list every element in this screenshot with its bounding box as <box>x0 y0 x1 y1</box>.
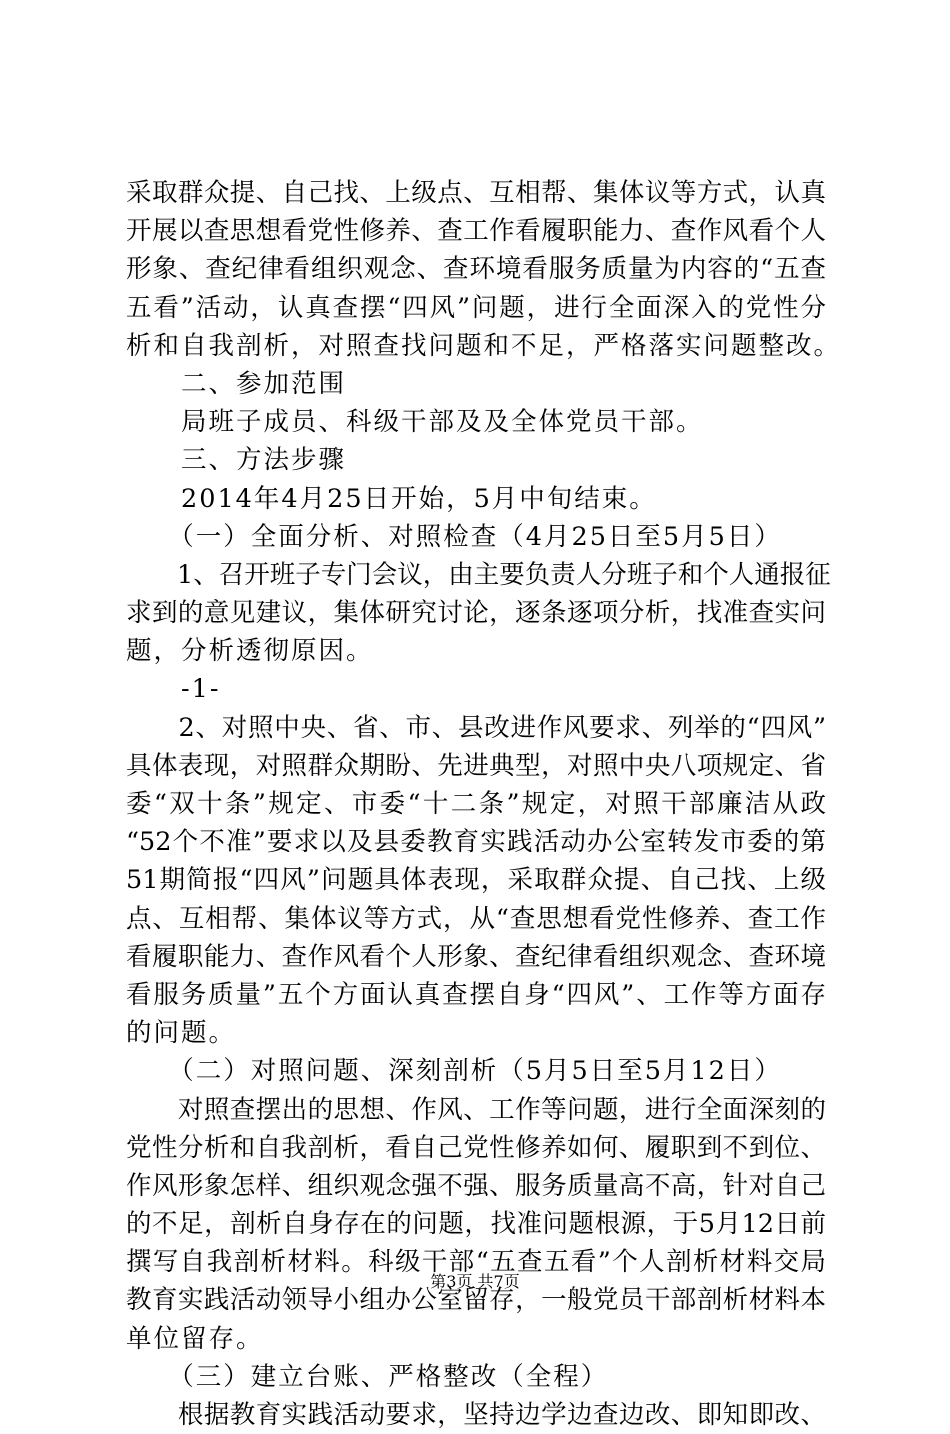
section-heading: 二、参加范围 <box>126 368 347 399</box>
text-line: 委“双十条”规定、市委“十二条”规定，对照干部廉洁从政 <box>126 789 826 819</box>
text-line: 的问题。 <box>126 1018 237 1049</box>
text-line: 根据教育实践活动要求，坚持边学边查边改、即知即改、 <box>126 1400 826 1430</box>
text-line: 开展以查思想看党性修养、查工作看履职能力、查作风看个人 <box>126 216 826 247</box>
page-footer: 第3页 共7页 <box>430 1272 520 1291</box>
text-line: 点、互相帮、集体议等方式，从“查思想看党性修养、查工作 <box>126 903 826 934</box>
page-marker: -1- <box>126 674 221 705</box>
text-line: 题，分析透彻原因。 <box>126 636 374 667</box>
text-line: 形象、查纪律看组织观念、查环境看服务质量为内容的“五查 <box>126 254 826 285</box>
text-line: 看履职能力、查作风看个人形象、查纪律看组织观念、查环境 <box>126 941 826 972</box>
text-line: 五看”活动，认真查摆“四风”问题，进行全面深入的党性分 <box>126 292 826 323</box>
subsection-heading: （二）对照问题、深刻剖析（5月5日至5月12日） <box>126 1056 782 1087</box>
text-line: 看服务质量”五个方面认真查摆自身“四风”、工作等方面存 <box>126 979 826 1010</box>
text-line: 2014年4月25日开始，5月中旬结束。 <box>126 483 657 514</box>
text-line: “52个不准”要求以及县委教育实践活动办公室转发市委的第 <box>126 827 826 858</box>
text-line: 教育实践活动领导小组办公室留存，一般党员干部剖析材料本 <box>126 1285 826 1316</box>
subsection-heading: （一）全面分析、对照检查（4月25日至5月5日） <box>126 521 782 552</box>
text-line: 作风形象怎样、组织观念强不强、服务质量高不高，针对自己 <box>126 1170 826 1201</box>
section-heading: 三、方法步骤 <box>126 445 347 476</box>
text-line: 局班子成员、科级干部及及全体党员干部。 <box>126 407 704 438</box>
subsection-heading: （三）建立台账、严格整改（全程） <box>126 1361 609 1392</box>
text-line: 的不足，剖析自身存在的问题，找准问题根源，于5月12日前 <box>126 1209 826 1240</box>
text-line: 采取群众提、自己找、上级点、互相帮、集体议等方式，认真 <box>126 178 826 208</box>
document-body <box>126 174 842 1434</box>
text-line: 对照查摆出的思想、作风、工作等问题，进行全面深刻的 <box>126 1094 826 1125</box>
text-line: 1、召开班子专门会议，由主要负责人分班子和个人通报征 <box>126 559 831 590</box>
text-line: 51期简报“四风”问题具体表现，采取群众提、自己找、上级 <box>126 865 826 896</box>
text-line: 党性分析和自我剖析，看自己党性修养如何、履职到不到位、 <box>126 1132 826 1163</box>
text-line: 求到的意见建议，集体研究讨论，逐条逐项分析，找准查实问 <box>126 598 826 629</box>
text-line: 单位留存。 <box>126 1323 264 1354</box>
text-line: 具体表现，对照群众期盼、先进典型，对照中央八项规定、省 <box>126 750 826 781</box>
text-line: 2、对照中央、省、市、县改进作风要求、列举的“四风” <box>126 712 826 743</box>
text-line: 撰写自我剖析材料。科级干部“五查五看”个人剖析材料交局 <box>126 1247 826 1278</box>
text-line: 析和自我剖析，对照查找问题和不足，严格落实问题整改。 <box>126 330 842 361</box>
